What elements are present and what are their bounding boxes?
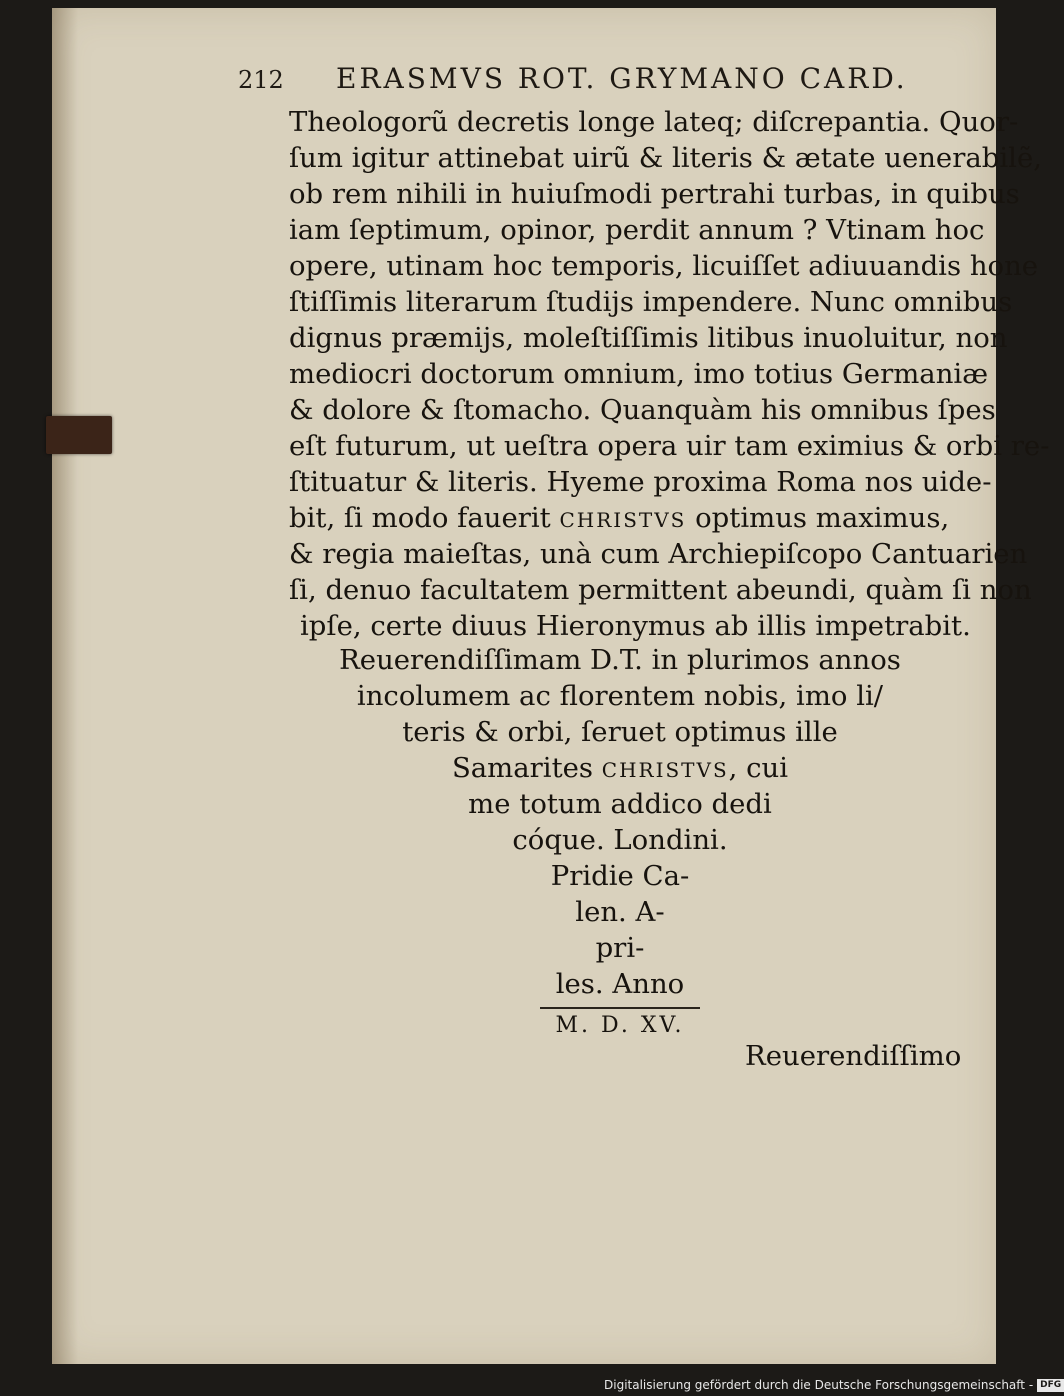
text-segment: bit, ſi modo fauerit bbox=[289, 502, 560, 534]
text-line: dignus præmijs, moleſtiſſimis litibus inuoluitur, non bbox=[289, 322, 1008, 354]
bookmark-ribbon bbox=[46, 416, 112, 454]
closing-line: me totum addico dedi bbox=[468, 788, 772, 820]
closing-line: teris & orbi, ſeruet optimus ille bbox=[402, 716, 838, 748]
digitization-footer bbox=[604, 1378, 1062, 1396]
running-head bbox=[0, 62, 1000, 96]
text-line: iam ſeptimum, opinor, perdit annum ? Vtinam hoc bbox=[289, 214, 985, 246]
smallcaps-christus: CHRISTVS bbox=[601, 758, 729, 782]
smallcaps-christus: CHRISTVS bbox=[559, 508, 687, 532]
page-number: 212 bbox=[238, 66, 284, 94]
text-segment: Samarites bbox=[451, 752, 602, 784]
text-line: ſum igitur attinebat uirũ & literis & ætate uenerabilẽ, bbox=[289, 142, 1042, 174]
text-line bbox=[289, 500, 949, 536]
catchword: Reuerendiſſimo bbox=[745, 1040, 962, 1072]
closing-line: cóque. Londini. bbox=[512, 824, 728, 856]
date-line: M. D. XV. bbox=[555, 1013, 685, 1038]
closing-line bbox=[300, 750, 940, 786]
text-line: Theologorũ decretis longe lateq; diſcrepantia. Quor- bbox=[289, 106, 1019, 138]
running-head-title: ERASMVS ROT. GRYMANO CARD. bbox=[336, 62, 908, 95]
text-line: opere, utinam hoc temporis, licuiſſet adiuuandis hone bbox=[289, 250, 1039, 282]
closing-line: pri- bbox=[595, 932, 645, 964]
text-segment: optimus maximus, bbox=[686, 502, 950, 534]
closing-line: Reuerendiſſimam D.T. in plurimos annos bbox=[339, 644, 901, 676]
closing-line: les. Anno bbox=[555, 968, 685, 1000]
text-line: ſtituatur & literis. Hyeme proxima Roma nos uide- bbox=[289, 466, 992, 498]
closing-line: len. A- bbox=[575, 896, 665, 928]
closing-line: incolumem ac florentem nobis, imo li/ bbox=[356, 680, 884, 712]
text-line: ſi, denuo facultatem permittent abeundi, quàm ſi non bbox=[289, 574, 1032, 606]
text-line: ipſe, certe diuus Hieronymus ab illis impetrabit. bbox=[300, 610, 971, 642]
text-line: & regia maieſtas, unà cum Archiepiſcopo Cantuarien bbox=[289, 538, 1028, 570]
dfg-logo-icon: DFG bbox=[1037, 1379, 1064, 1392]
text-line: ſtiſſimis literarum ſtudijs impendere. Nunc omnibus bbox=[289, 286, 1013, 318]
text-line: eſt futurum, ut ueſtra opera uir tam eximius & orbi re- bbox=[289, 430, 1050, 462]
footer-text: Digitalisierung gefördert durch die Deutsche Forschungsgemeinschaft - bbox=[604, 1378, 1034, 1392]
text-line: ob rem nihili in huiuſmodi pertrahi turbas, in quibus bbox=[289, 178, 1020, 210]
text-line: mediocri doctorum omnium, imo totius Germaniæ bbox=[289, 358, 989, 390]
closing-line: Pridie Ca- bbox=[550, 860, 690, 892]
text-segment: , cui bbox=[728, 752, 789, 784]
text-line: & dolore & ſtomacho. Quanquàm his omnibus ſpes bbox=[289, 394, 996, 426]
page-gutter-shadow bbox=[52, 8, 78, 1364]
